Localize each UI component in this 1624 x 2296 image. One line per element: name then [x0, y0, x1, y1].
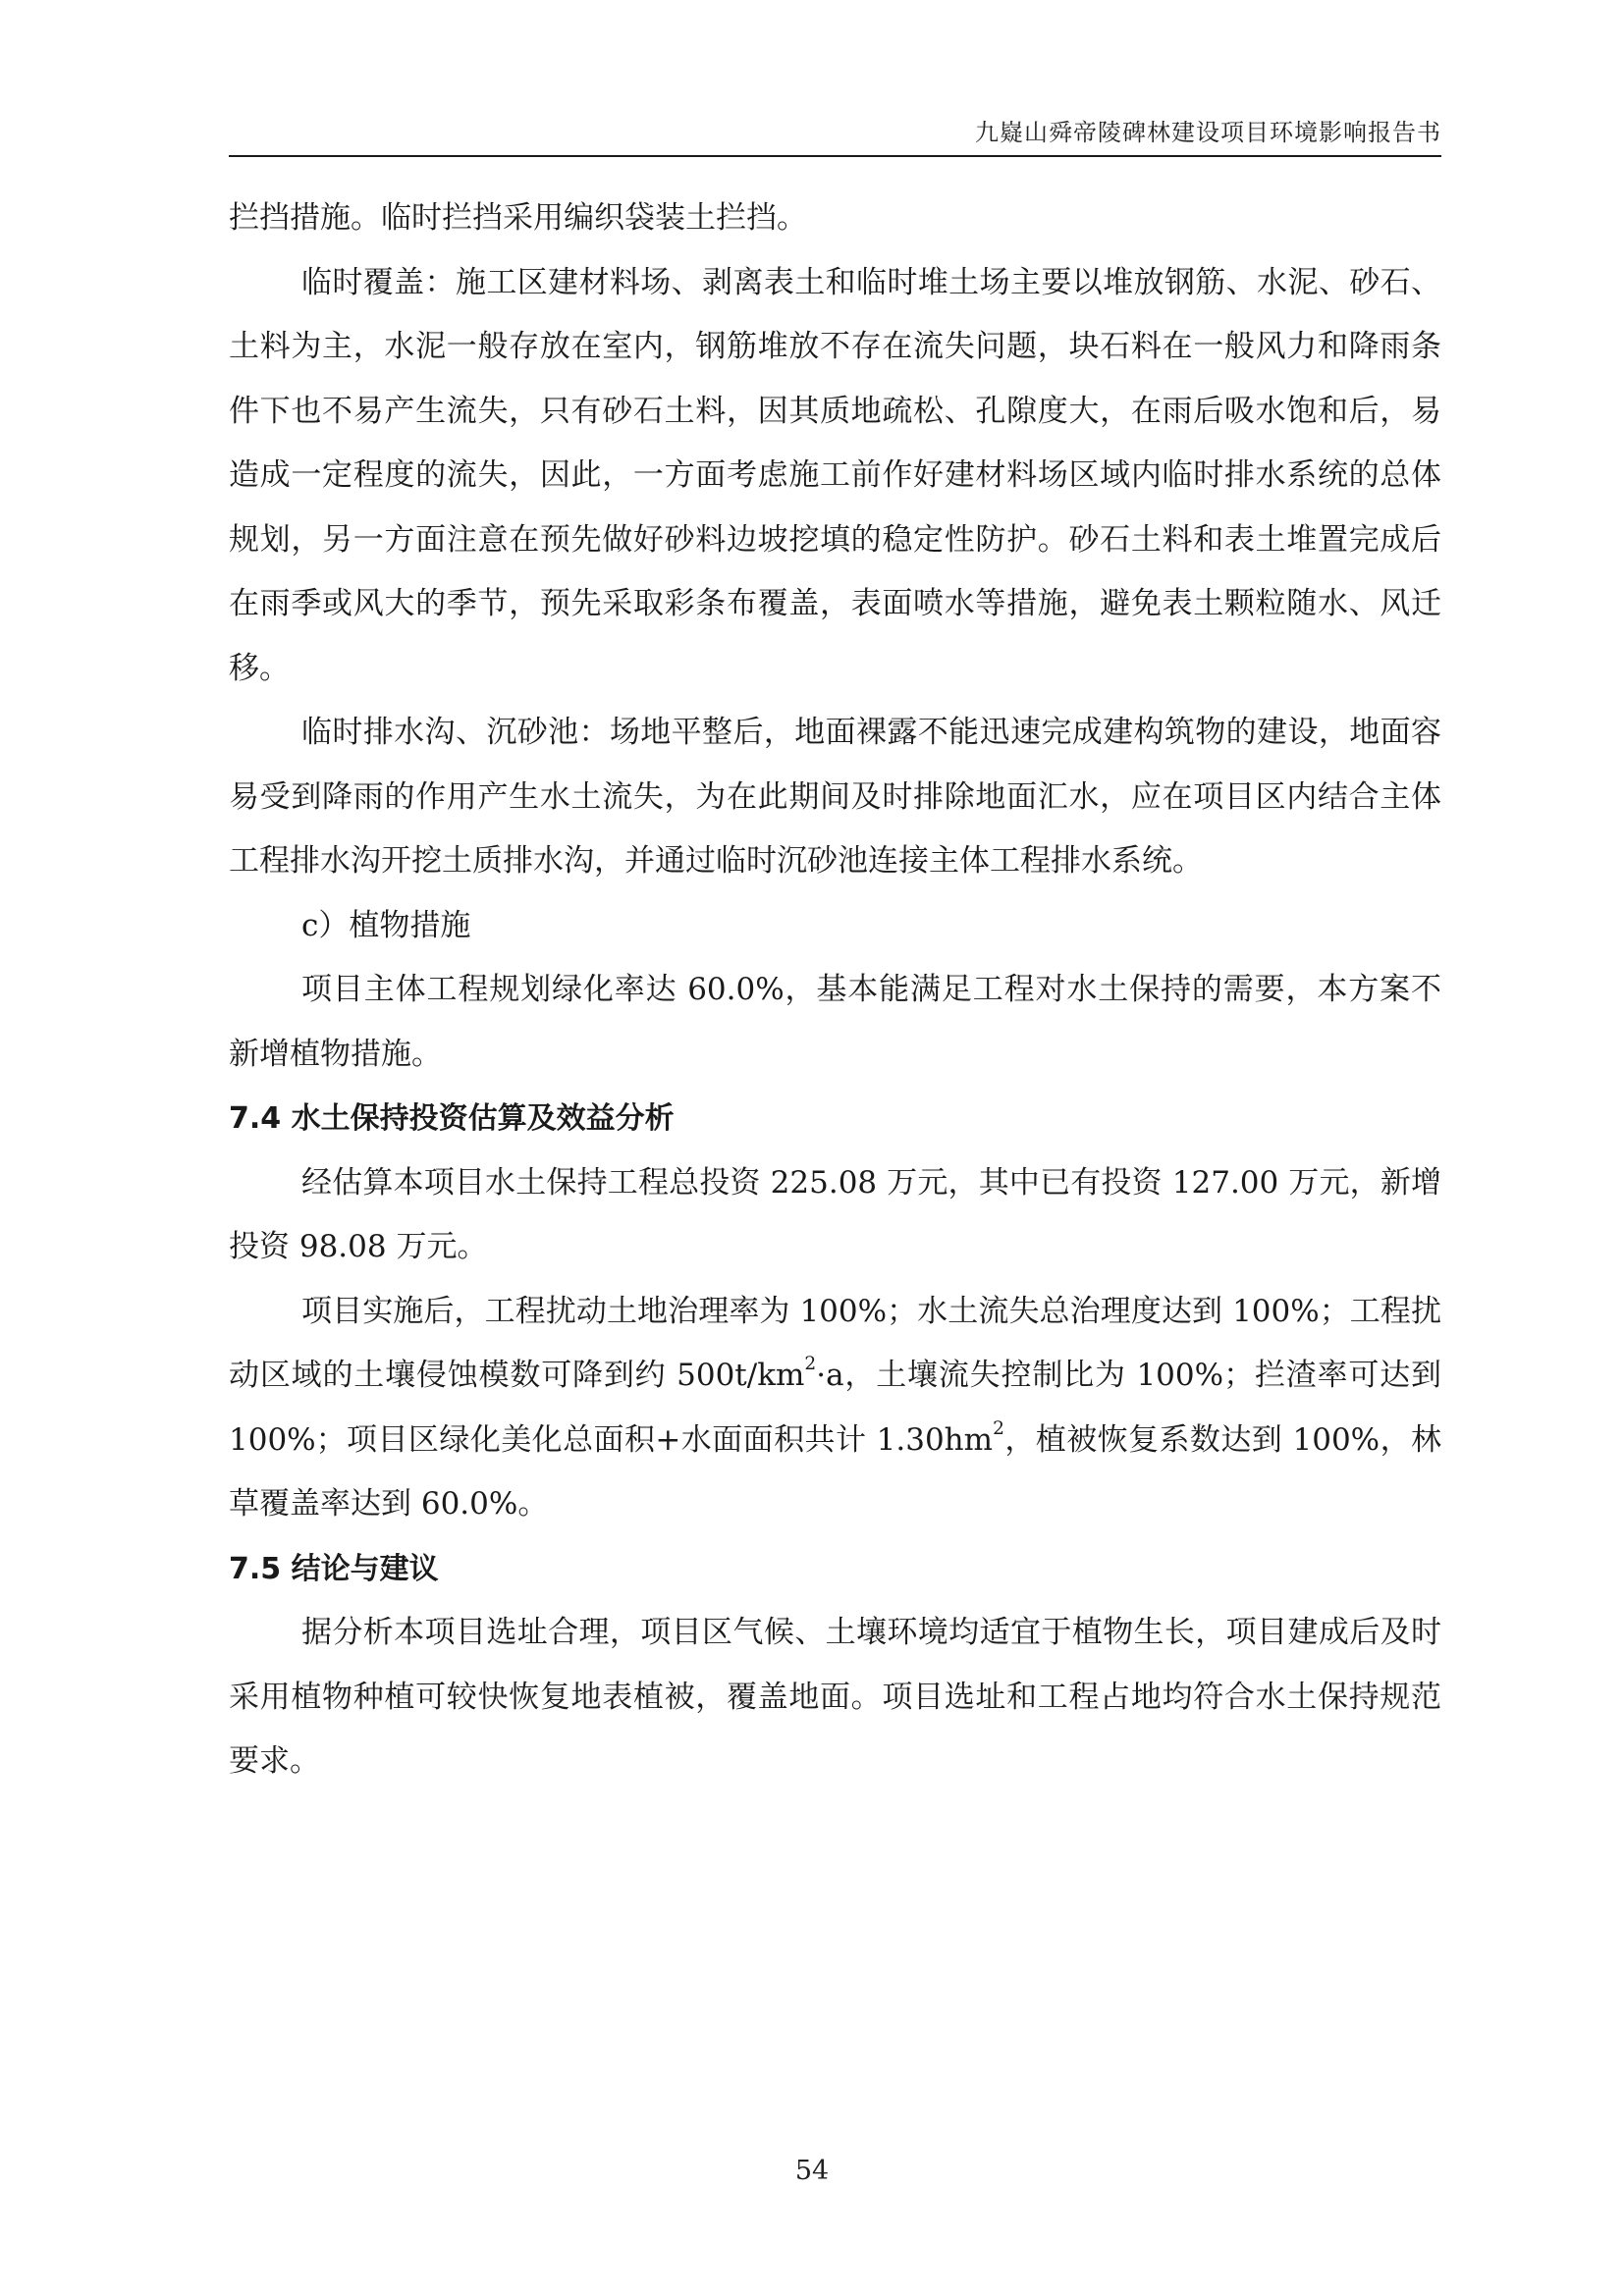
benefits-text-b: ·a，土壤流失控制比为 100%；拦渣率可达到 100%；项目区绿化美化总面积+水面面积共计 1.30hm: [229, 1358, 1441, 1458]
paragraph-benefits: [229, 1280, 1441, 1537]
paragraph-drainage-ditch: 临时排水沟、沉砂池：场地平整后，地面裸露不能迅速完成建构筑物的建设，地面容易受到降雨的作用产生水土流失，为在此期间及时排除地面汇水，应在项目区内结合主体工程排水沟开挖土质排水沟，并通过临时沉砂池连接主体工程排水系统。: [229, 715, 1441, 879]
paragraph-investment: 经估算本项目水土保持工程总投资 225.08 万元，其中已有投资 127.00 万元，新增投资 98.08 万元。: [229, 1164, 1441, 1264]
section-heading-7-5: 7.5 结论与建议: [229, 1551, 439, 1586]
benefits-text-c: ，植被恢复系数达到 100%，林草覆盖率达到 60.0%。: [229, 1421, 1442, 1522]
benefits-text-a: 项目实施后，工程扰动土地治理率为 100%；水土流失总治理度达到 100%；工程扰动区域的土壤侵蚀模数可降到约 500t/km: [229, 1293, 1441, 1393]
page-header: [229, 110, 1441, 157]
document-body: [229, 187, 1441, 1794]
paragraph-temporary-cover: 临时覆盖：施工区建材料场、剥离表土和临时堆土场主要以堆放钢筋、水泥、砂石、土料为主，水泥一般存放在室内，钢筋堆放不存在流失问题，块石料在一般风力和降雨条件下也不易产生流失，只有砂石土料，因其质地疏松、孔隙度大，在雨后吸水饱和后，易造成一定程度的流失，因此，一方面考虑施工前作好建材料场区域内临时排水系统的总体规划，另一方面注意在预先做好砂料边坡挖填的稳定性防护。砂石土料和表土堆置完成后在雨季或风大的季节，预先采取彩条布覆盖，表面喷水等措施，避免表土颗粒随水、风迁移。: [229, 264, 1441, 686]
section-heading-7-4: 7.4 水土保持投资估算及效益分析: [229, 1101, 675, 1136]
paragraph-barrier-measures: 拦挡措施。临时拦挡采用编织袋装土拦挡。: [229, 200, 807, 236]
superscript-squared: 2: [804, 1354, 817, 1375]
document-title: 九嶷山舜帝陵碑林建设项目环境影响报告书: [975, 119, 1441, 146]
paragraph-greening-rate: 项目主体工程规划绿化率达 60.0%，基本能满足工程对水土保持的需要，本方案不新增植物措施。: [229, 972, 1441, 1072]
superscript-squared: 2: [993, 1417, 1004, 1439]
subheading-plant-measures: c）植物措施: [301, 907, 471, 943]
page-number: 54: [794, 2156, 830, 2186]
paragraph-conclusion: 据分析本项目选址合理，项目区气候、土壤环境均适宜于植物生长，项目建成后及时采用植物种植可较快恢复地表植被，覆盖地面。项目选址和工程占地均符合水土保持规范要求。: [229, 1615, 1441, 1779]
